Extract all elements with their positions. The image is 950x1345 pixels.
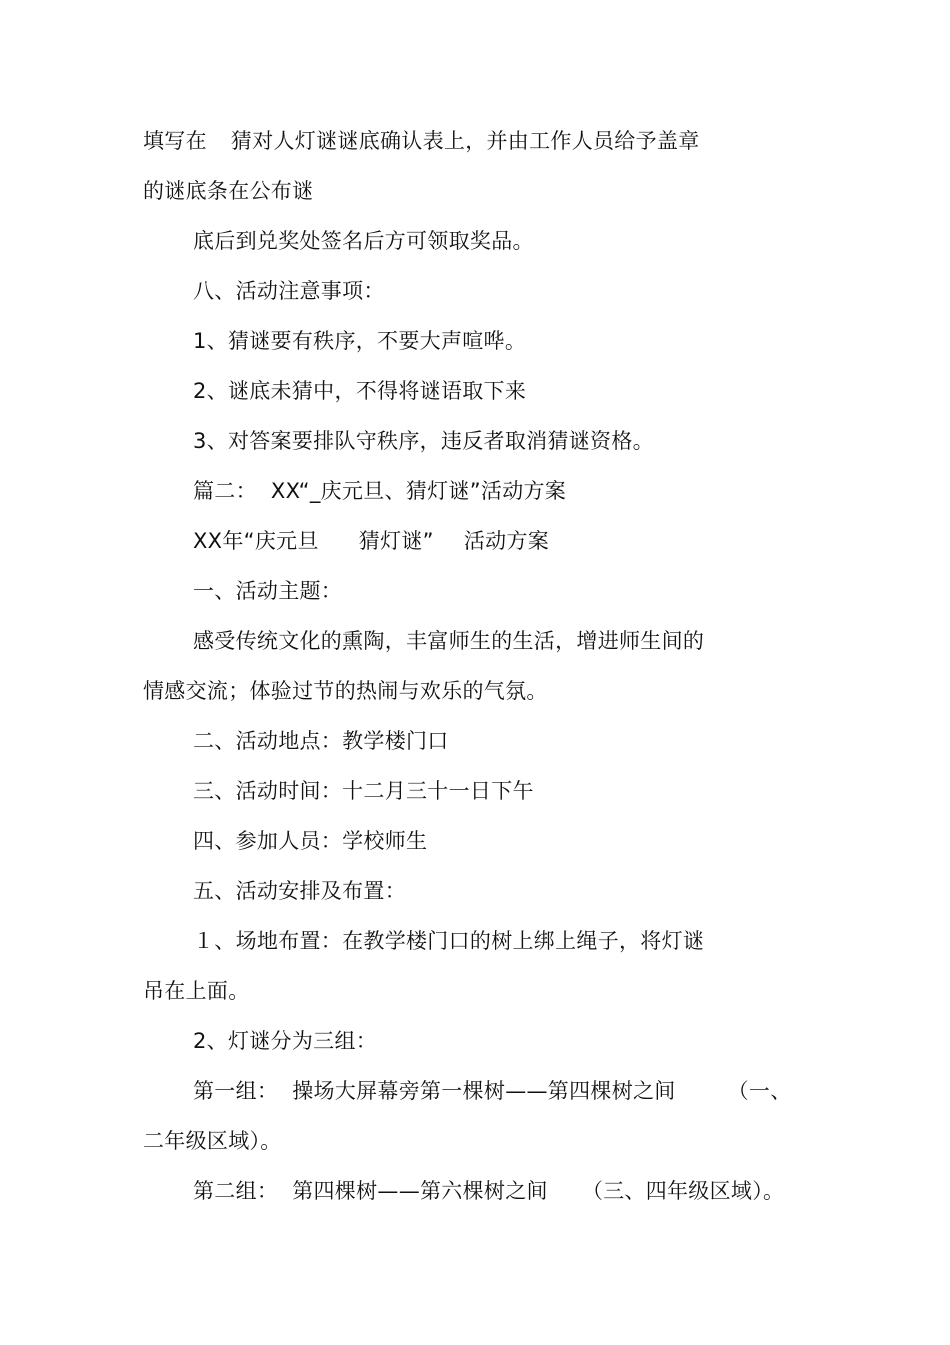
section-heading-1: 一、活动主题： — [193, 579, 343, 603]
section-heading-2: 二、活动地点：教学楼门口 — [193, 729, 449, 753]
list-item: 2、灯谜分为三组： — [193, 1029, 378, 1053]
paragraph-line: 二年级区域）。 — [143, 1129, 282, 1153]
text-segment: 填写在 — [143, 129, 207, 153]
text-segment: XX“_庆元旦、猜灯谜”活动方案 — [270, 479, 567, 503]
paragraph-line: 感受传统文化的熏陶，丰富师生的生活，增进师生间的 — [193, 629, 705, 653]
list-item-1: 1、猜谜要有秩序，不要大声喧哗。 — [193, 329, 527, 353]
list-item-2: 2、谜底未猜中，不得将谜语取下来 — [193, 379, 527, 403]
text-segment: 第四棵树——第六棵树之间 — [292, 1179, 548, 1203]
text-line-2: 的谜底条在公布谜 — [143, 179, 314, 203]
paragraph-line: 情感交流；体验过节的热闹与欢乐的气氛。 — [143, 679, 548, 703]
text-segment: （一、 — [727, 1079, 792, 1103]
text-segment: 猜对人灯谜谜底确认表上，并由工作人员给予盖章 — [230, 129, 700, 153]
text-segment: XX年“庆元旦 — [193, 529, 319, 553]
text-segment: 猜灯谜” — [358, 529, 434, 553]
plan-title — [193, 527, 549, 555]
paragraph-line: 吊在上面。 — [143, 979, 250, 1003]
text-line-3: 底后到兑奖处签名后方可领取奖品。 — [193, 229, 534, 253]
chapter-title — [193, 477, 566, 505]
text-segment: （三、四年级区域）。 — [581, 1179, 785, 1203]
text-segment: 篇二： — [193, 479, 257, 503]
section-heading-3: 三、活动时间：十二月三十一日下午 — [193, 779, 534, 803]
group-2-line — [193, 1177, 784, 1205]
section-heading-8: 八、活动注意事项： — [193, 279, 385, 303]
text-segment: 第一组： — [193, 1079, 279, 1103]
section-heading-5: 五、活动安排及布置： — [193, 879, 406, 903]
list-item-3: 3、对答案要排队守秩序，违反者取消猜谜资格。 — [193, 429, 654, 453]
paragraph-line: １、场地布置：在教学楼门口的树上绑上绳子，将灯谜 — [193, 929, 705, 953]
text-line-1 — [143, 127, 700, 155]
text-segment: 活动方案 — [463, 529, 550, 553]
text-segment: 操场大屏幕旁第一棵树——第四棵树之间 — [292, 1079, 676, 1103]
section-heading-4: 四、参加人员：学校师生 — [193, 829, 428, 853]
group-1-line — [193, 1077, 792, 1105]
text-segment: 第二组： — [193, 1179, 279, 1203]
